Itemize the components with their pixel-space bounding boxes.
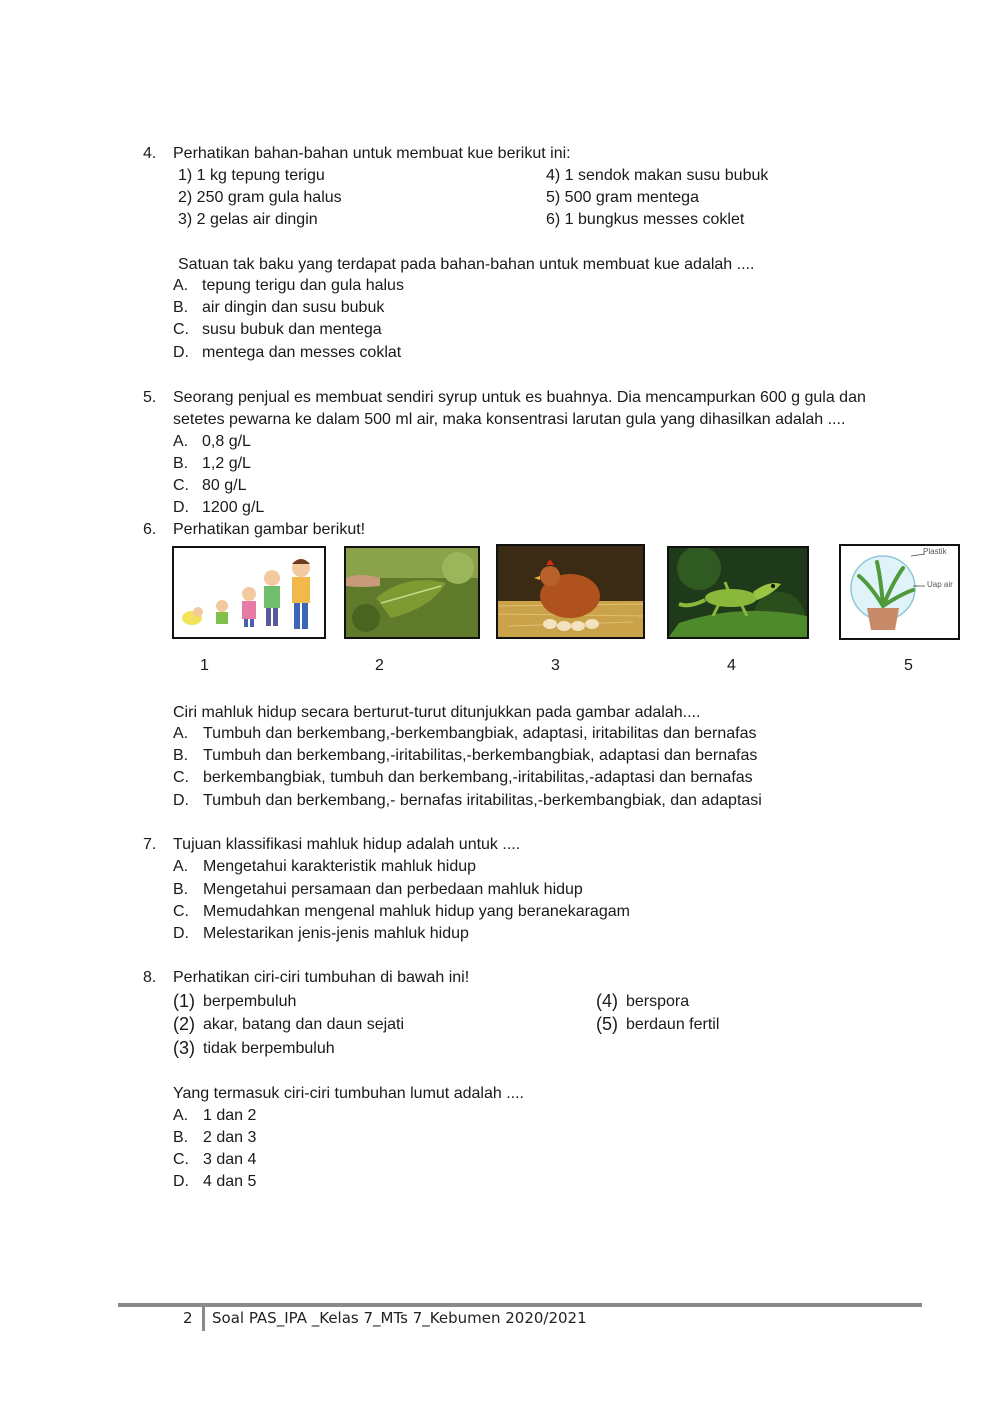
footer-divider: [118, 1303, 922, 1307]
option-letter: D.: [173, 925, 189, 942]
feature-text: berdaun fertil: [626, 1016, 720, 1033]
children-growth-illustration: [174, 548, 324, 637]
feature-number: (5): [596, 1014, 618, 1034]
option-text: tepung terigu dan gula halus: [202, 277, 404, 294]
page-number: 2: [183, 1309, 193, 1327]
question-prompt: Perhatikan ciri-ciri tumbuhan di bawah ini!: [173, 969, 470, 986]
option-text: 1 dan 2: [203, 1107, 257, 1124]
ingredient-item: 4) 1 sendok makan susu bubuk: [546, 167, 769, 184]
ingredient-item: 6) 1 bungkus messes coklet: [546, 211, 745, 228]
feature-text: akar, batang dan daun sejati: [203, 1016, 405, 1033]
option-text: 80 g/L: [202, 477, 247, 494]
picture-touch-leaf: [344, 546, 480, 639]
feature-text: berspora: [626, 993, 690, 1010]
picture-label: 2: [375, 657, 384, 674]
option-letter: A.: [173, 858, 189, 875]
picture-label: 4: [727, 657, 736, 674]
option-letter: A.: [173, 277, 189, 294]
option-letter: C.: [173, 769, 189, 786]
question-number: 5.: [143, 389, 157, 406]
option-letter: C.: [173, 1151, 189, 1168]
option-letter: A.: [173, 433, 189, 450]
option-text: 4 dan 5: [203, 1173, 257, 1190]
question-text: Ciri mahluk hidup secara berturut-turut ditunjukkan pada gambar adalah....: [173, 704, 701, 721]
option-text: Mengetahui persamaan dan perbedaan mahluk hidup: [203, 881, 583, 898]
feature-number: (1): [173, 991, 195, 1011]
question-prompt: Tujuan klassifikasi mahluk hidup adalah untuk ....: [173, 836, 521, 853]
leaf-touch-illustration: [346, 548, 478, 637]
question-text: Yang termasuk ciri-ciri tumbuhan lumut adalah ....: [173, 1085, 524, 1102]
option-letter: B.: [173, 747, 189, 764]
annotation-water-vapor: Uap air: [927, 580, 953, 589]
option-letter: D.: [173, 1173, 189, 1190]
option-text: 1,2 g/L: [202, 455, 251, 472]
question-number: 8.: [143, 969, 157, 986]
option-letter: C.: [173, 477, 189, 494]
option-letter: B.: [173, 1129, 189, 1146]
option-text: mentega dan messes coklat: [202, 344, 402, 361]
option-letter: B.: [173, 299, 189, 316]
option-text: berkembangbiak, tumbuh dan berkembang,-iritabilitas,-adaptasi dan bernafas: [203, 769, 753, 786]
question-number: 4.: [143, 145, 157, 162]
question-prompt: Perhatikan gambar berikut!: [173, 521, 366, 538]
ingredient-item: 5) 500 gram mentega: [546, 189, 699, 206]
picture-hen-eggs: [496, 544, 645, 639]
option-letter: A.: [173, 1107, 189, 1124]
option-text: Memudahkan mengenal mahluk hidup yang beranekaragam: [203, 903, 630, 920]
option-letter: B.: [173, 455, 189, 472]
question-number: 7.: [143, 836, 157, 853]
ingredient-item: 2) 250 gram gula halus: [178, 189, 342, 206]
picture-label: 3: [551, 657, 560, 674]
picture-lizard: [667, 546, 809, 639]
option-text: 3 dan 4: [203, 1151, 257, 1168]
annotation-plastic: Plastik: [923, 547, 947, 556]
option-text: 2 dan 3: [203, 1129, 257, 1146]
footer-title: Soal PAS_IPA _Kelas 7_MTs 7_Kebumen 2020/2021: [212, 1309, 587, 1327]
question-text-line: setetes pewarna ke dalam 500 ml air, maka konsentrasi larutan gula yang dihasilkan adalah ....: [173, 411, 846, 428]
footer-separator: [202, 1307, 205, 1331]
question-number: 6.: [143, 521, 157, 538]
option-letter: A.: [173, 725, 189, 742]
lizard-illustration: [669, 548, 807, 637]
picture-plant-plastic: [839, 544, 960, 640]
option-text: air dingin dan susu bubuk: [202, 299, 385, 316]
ingredient-item: 1) 1 kg tepung terigu: [178, 167, 325, 184]
option-letter: B.: [173, 881, 189, 898]
option-letter: C.: [173, 321, 189, 338]
plant-plastic-illustration: [841, 546, 958, 638]
feature-number: (2): [173, 1014, 195, 1034]
option-letter: C.: [173, 903, 189, 920]
feature-number: (4): [596, 991, 618, 1011]
option-text: Tumbuh dan berkembang,-berkembangbiak, adaptasi, iritabilitas dan bernafas: [203, 725, 757, 742]
feature-text: tidak berpembuluh: [203, 1040, 335, 1057]
feature-text: berpembuluh: [203, 993, 297, 1010]
picture-label: 1: [200, 657, 209, 674]
option-letter: D.: [173, 499, 189, 516]
option-letter: D.: [173, 344, 189, 361]
option-text: 1200 g/L: [202, 499, 265, 516]
option-text: 0,8 g/L: [202, 433, 251, 450]
question-text-line: Seorang penjual es membuat sendiri syrup untuk es buahnya. Dia mencampurkan 600 g gula dan: [173, 389, 866, 406]
picture-label: 5: [904, 657, 913, 674]
option-text: Tumbuh dan berkembang,-iritabilitas,-berkembangbiak, adaptasi dan bernafas: [203, 747, 758, 764]
option-text: susu bubuk dan mentega: [202, 321, 382, 338]
picture-growth: [172, 546, 326, 639]
ingredient-item: 3) 2 gelas air dingin: [178, 211, 318, 228]
option-text: Mengetahui karakteristik mahluk hidup: [203, 858, 477, 875]
option-text: Tumbuh dan berkembang,- bernafas iritabilitas,-berkembangbiak, dan adaptasi: [203, 792, 762, 809]
option-letter: D.: [173, 792, 189, 809]
question-text: Satuan tak baku yang terdapat pada bahan-bahan untuk membuat kue adalah ....: [178, 256, 755, 273]
feature-number: (3): [173, 1038, 195, 1058]
question-prompt: Perhatikan bahan-bahan untuk membuat kue berikut ini:: [173, 145, 571, 162]
option-text: Melestarikan jenis-jenis mahluk hidup: [203, 925, 469, 942]
hen-eggs-illustration: [498, 546, 643, 637]
